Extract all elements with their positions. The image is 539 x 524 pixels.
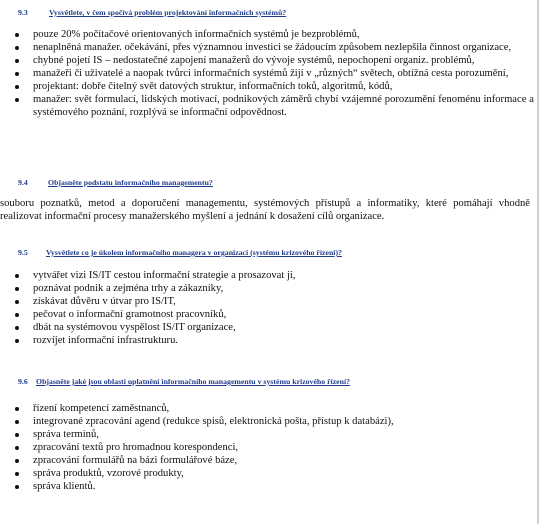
- list-item: pouze 20% počítačové orientovaných informačních systémů je bezproblémů,: [0, 28, 534, 41]
- section-title: Vysvětlete, v čem spočívá problém projektování informačních systémů?: [49, 8, 287, 17]
- bullet-list: [0, 28, 534, 119]
- bullet-list: [0, 402, 534, 493]
- section-title: Objasněte jaké jsou oblasti uplatnění informačního managementu v systému krizového řízení?: [36, 377, 351, 386]
- list-item: projektant: dobře čitelný svět datových struktur, informačních toků, algoritmů, kódů,: [0, 80, 534, 93]
- section-9-5: [0, 246, 534, 347]
- list-item: správa produktů, vzorové produkty,: [0, 467, 534, 480]
- section-title: Vysvětlete co je úkolem informačního managera v organizaci (systému krizového řízení)?: [46, 248, 342, 257]
- bullet-list: [0, 269, 534, 347]
- section-heading: [0, 375, 534, 389]
- section-9-4: [0, 176, 534, 223]
- section-number: 9.4: [18, 178, 28, 187]
- section-title: Objasněte podstatu informačního managementu?: [48, 178, 213, 187]
- list-item: zpracování textů pro hromadnou korespondenci,: [0, 441, 534, 454]
- list-item: manažeři či uživatelé a naopak tvůrci informačních systémů žijí v „různých“ světech, obtížná cesta porozumění,: [0, 67, 534, 80]
- list-item: zpracování formulářů na bázi formulářové báze,: [0, 454, 534, 467]
- list-item: nenaplněná manažer. očekávání, přes významnou investici se žádoucím způsobem nezlepšila činnost organizace,: [0, 41, 534, 54]
- list-item: poznávat podnik a zejména trhy a zákazníky,: [0, 282, 534, 295]
- section-number: 9.3: [18, 8, 28, 17]
- list-item: dbát na systémovou vyspělost IS/IT organizace,: [0, 321, 534, 334]
- list-item: řízení kompetencí zaměstnanců,: [0, 402, 534, 415]
- list-item: správa klientů.: [0, 480, 534, 493]
- list-item: chybné pojetí IS – nedostatečné zapojení manažerů do vývoje systémů, nepochopení organiz. problémů,: [0, 54, 534, 67]
- section-number: 9.5: [18, 248, 28, 257]
- section-heading: [0, 246, 534, 260]
- list-item: integrované zpracování agend (redukce spisů, elektronická pošta, přístup k databázi),: [0, 415, 534, 428]
- section-9-3: [0, 6, 534, 119]
- list-item: získávat důvěru v útvar pro IS/IT,: [0, 295, 534, 308]
- list-item: manažer: svět formulací, lidských motivací, podnikových záměrů chybí vzájemné porozumění fenoménu informace a systémového poznání, rozplývá se informační odpovědnost.: [0, 93, 534, 119]
- list-item: správa termínů,: [0, 428, 534, 441]
- section-9-6: [0, 375, 534, 493]
- section-number: 9.6: [18, 377, 28, 386]
- list-item: rozvíjet informační infrastrukturu.: [0, 334, 534, 347]
- section-heading: [0, 176, 534, 190]
- section-heading: [0, 6, 534, 20]
- section-paragraph: souboru poznatků, metod a doporučení managementu, systémových přístupů a informatiky, které pomáhají vhodně realizovat informační procesy manažerského myšlení a jednání k dosažení cílů organizace.: [0, 198, 530, 222]
- list-item: vytvářet vizi IS/IT cestou informační strategie a prosazovat ji,: [0, 269, 534, 282]
- list-item: pečovat o informační gramotnost pracovníků,: [0, 308, 534, 321]
